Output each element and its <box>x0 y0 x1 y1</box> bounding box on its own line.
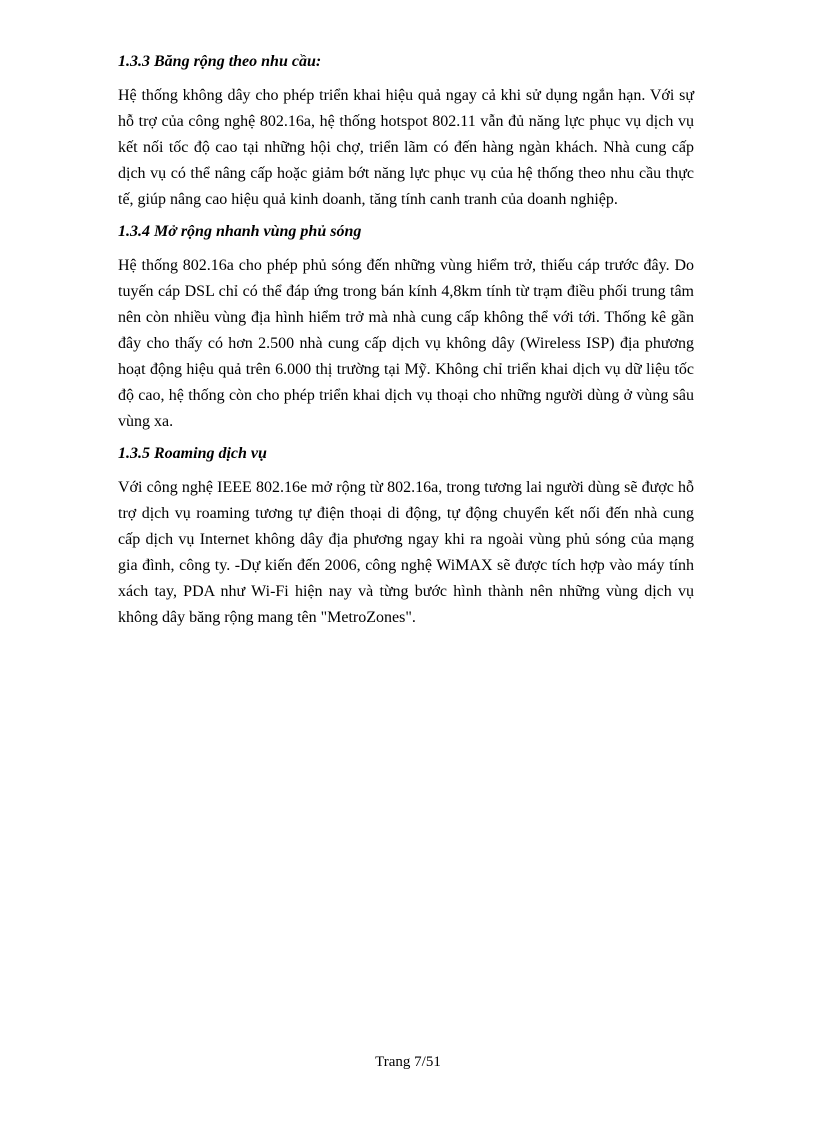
section-heading: 1.3.3 Băng rộng theo nhu cầu: <box>118 53 322 70</box>
section-paragraph: Với công nghệ IEEE 802.16e mở rộng từ 802.16a, trong tương lai người dùng sẽ được hỗ trợ dịch vụ roaming tương tự điện thoại di động, tự động chuyển kết nối đến nhà cung cấp dịch vụ Internet không dây địa phương ngay khi ra ngoài vùng phủ sóng của mạng gia đình, công ty. -Dự kiến đến 2006, công nghệ WiMAX sẽ được tích hợp vào máy tính xách tay, PDA như Wi-Fi hiện nay và từng bước hình thành nên những vùng dịch vụ không dây băng rộng mang tên "MetroZones". <box>118 479 694 626</box>
section-heading: 1.3.4 Mở rộng nhanh vùng phủ sóng <box>118 223 362 240</box>
section-1-3-3 <box>118 52 694 213</box>
section-heading: 1.3.5 Roaming dịch vụ <box>118 445 267 462</box>
page-number: Trang 7/51 <box>375 1054 441 1070</box>
document-page <box>118 52 694 631</box>
section-1-3-4 <box>118 222 694 435</box>
section-1-3-5 <box>118 444 694 631</box>
section-paragraph: Hệ thống 802.16a cho phép phủ sóng đến những vùng hiểm trở, thiếu cáp trước đây. Do tuyến cáp DSL chỉ có thể đáp ứng trong bán kính 4,8km tính từ trạm điều phối trung tâm nên còn nhiều vùng địa hình hiểm trở mà nhà cung cấp không thể với tới. Thống kê gần đây cho thấy có hơn 2.500 nhà cung cấp dịch vụ không dây (Wireless ISP) địa phương hoạt động hiệu quả trên 6.000 thị trường tại Mỹ. Không chỉ triển khai dịch vụ dữ liệu tốc độ cao, hệ thống còn cho phép triển khai dịch vụ thoại cho những người dùng ở vùng sâu vùng xa. <box>118 257 694 430</box>
section-paragraph: Hệ thống không dây cho phép triển khai hiệu quả ngay cả khi sử dụng ngắn hạn. Với sự hỗ trợ của công nghệ 802.16a, hệ thống hotspot 802.11 vẫn đủ năng lực phục vụ dịch vụ kết nối tốc độ cao tại những hội chợ, triển lãm có đến hàng ngàn khách. Nhà cung cấp dịch vụ có thể nâng cấp hoặc giảm bớt năng lực phục vụ của hệ thống theo nhu cầu thực tế, giúp nâng cao hiệu quả kinh doanh, tăng tính canh tranh của doanh nghiệp. <box>118 87 694 208</box>
